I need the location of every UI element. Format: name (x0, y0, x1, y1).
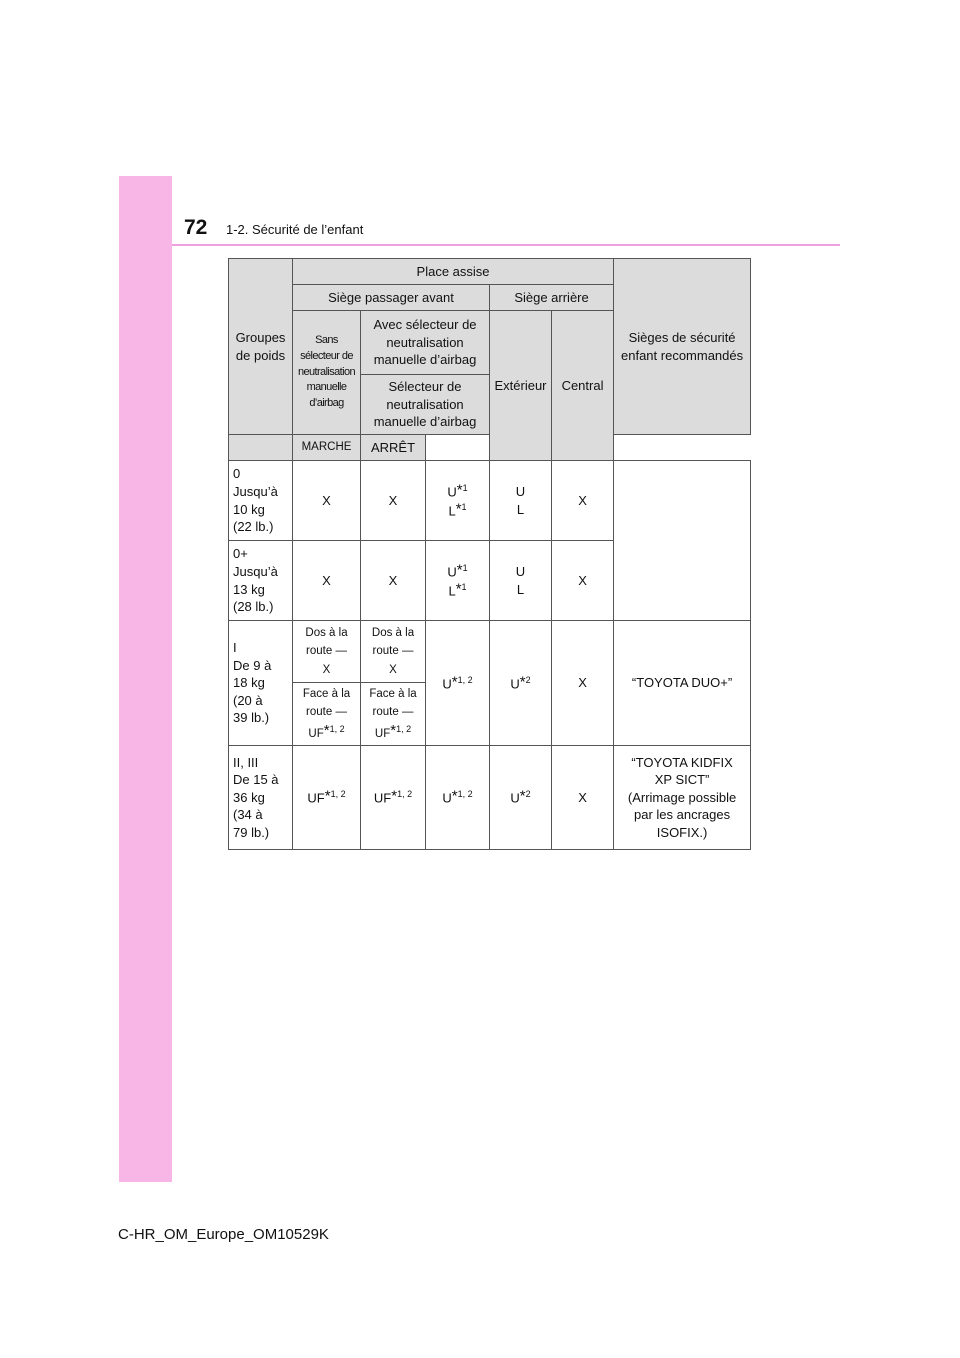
g23-switch-on: UF*$^{1, 2}$ (361, 746, 426, 850)
g0plus-switch-on: X (361, 541, 426, 621)
g1-switch-off: U*$^{1, 2}$ (426, 621, 490, 746)
g0plus-center-seat: X (552, 541, 614, 621)
header-front-passenger-seat: Siège passager avant (293, 285, 490, 311)
section-title: 1-2. Sécurité de l’enfant (226, 222, 364, 237)
g0-center-seat: X (552, 461, 614, 541)
header-center-seat: Central (552, 311, 614, 461)
header-recommended-seats: Sièges de sécurité enfant recommandés (614, 259, 751, 435)
g0-outer-seat: U L (490, 461, 552, 541)
header-without-airbag-switch: Sans sélecteur de neutralisation manuelle d’airbag (293, 311, 361, 435)
header-seating-position: Place assise (293, 259, 614, 285)
g1-forward-facing-switch-on: Face à la route — UF*$^{1, 2}$ (361, 683, 426, 746)
g1-forward-facing-without-switch: Face à la route — UF*$^{1, 2}$ (293, 683, 361, 746)
weight-group-0: 0 Jusqu’à 10 kg (22 lb.) (229, 461, 293, 541)
header-divider (172, 244, 840, 246)
header-rear-seat: Siège arrière (490, 285, 614, 311)
weight-group-0plus: 0+ Jusqu’à 13 kg (28 lb.) (229, 541, 293, 621)
g0plus-outer-seat: U L (490, 541, 552, 621)
g1-outer-seat: U*$^2$ (490, 621, 552, 746)
g1-rear-facing-without-switch: Dos à la route — X (293, 621, 361, 683)
header-airbag-switch: Sélecteur de neutralisation manuelle d’airbag (361, 375, 490, 435)
g23-outer-seat: U*$^2$ (490, 746, 552, 850)
g1-center-seat: X (552, 621, 614, 746)
weight-group-2-3: II, III De 15 à 36 kg (34 à 79 lb.) (229, 746, 293, 850)
weight-group-1: I De 9 à 18 kg (20 à 39 lb.) (229, 621, 293, 746)
g0plus-without-switch: X (293, 541, 361, 621)
header-outer-seat: Extérieur (490, 311, 552, 461)
g0-switch-off: U*$^1$ L*$^1$ (426, 461, 490, 541)
header-weight-groups: Groupes de poids (229, 259, 293, 435)
g0-switch-on: X (361, 461, 426, 541)
g1-rear-facing-switch-on: Dos à la route — X (361, 621, 426, 683)
g23-switch-off: U*$^{1, 2}$ (426, 746, 490, 850)
g23-without-switch: UF*$^{1, 2}$ (293, 746, 361, 850)
recommended-seats-group-1: “TOYOTA DUO+” (614, 621, 751, 746)
header-switch-on: MARCHE (293, 435, 361, 461)
side-tab-bar (119, 176, 172, 1182)
header-blank (229, 435, 293, 461)
document-id: C-HR_OM_Europe_OM10529K (118, 1226, 329, 1243)
child-seat-compatibility-table (228, 258, 751, 850)
header-with-airbag-switch: Avec sélecteur de neutralisation manuelle d’airbag (361, 311, 490, 375)
g23-center-seat: X (552, 746, 614, 850)
recommended-seats-group-0 (614, 461, 751, 621)
recommended-seats-group-2-3: “TOYOTA KIDFIX XP SICT” (Arrimage possible par les ancrages ISOFIX.) (614, 746, 751, 850)
g0-without-switch: X (293, 461, 361, 541)
header-switch-off: ARRÊT (361, 435, 426, 461)
g0plus-switch-off: U*$^1$ L*$^1$ (426, 541, 490, 621)
page-number: 72 (184, 216, 208, 239)
